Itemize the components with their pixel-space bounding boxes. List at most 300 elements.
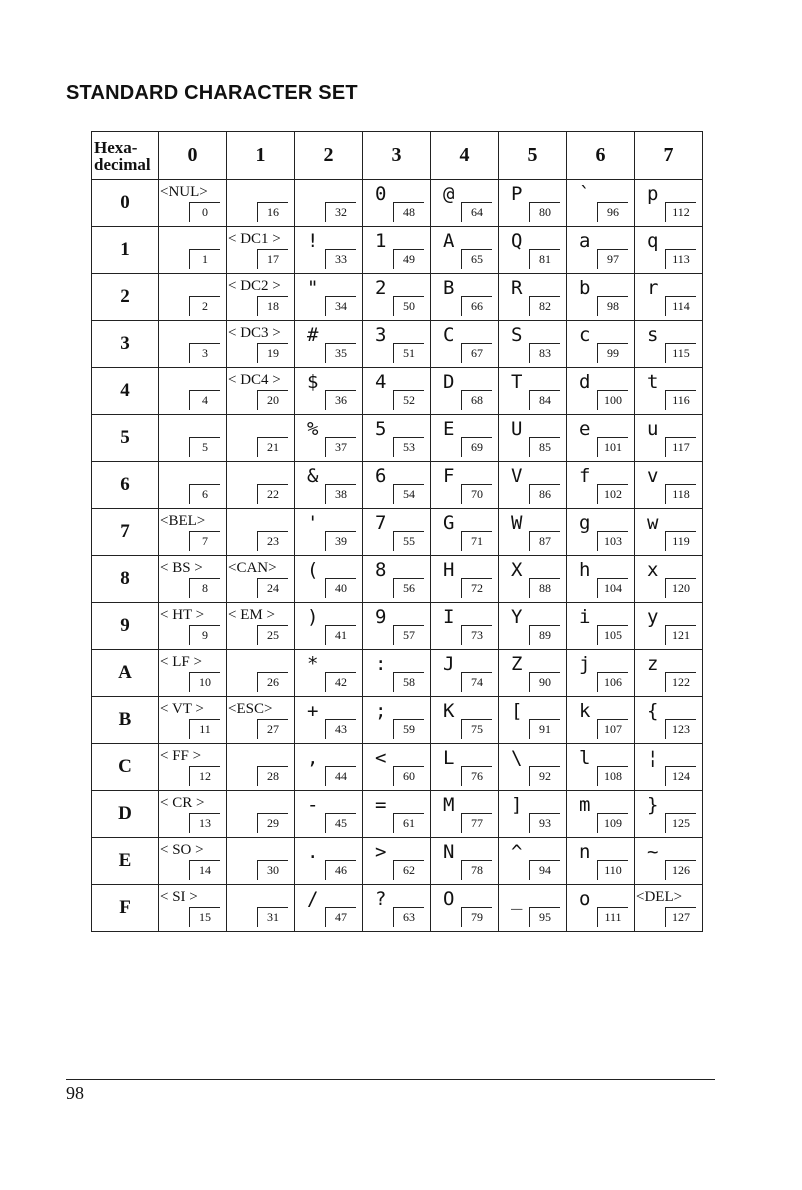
decimal-code-box: 83 (529, 343, 560, 363)
character-cell (159, 697, 227, 744)
corner-header (92, 132, 159, 180)
character-glyph: : (375, 653, 387, 675)
decimal-code-box: 33 (325, 249, 356, 269)
decimal-code-box: 6 (189, 484, 220, 504)
character-cell (499, 556, 567, 603)
decimal-code-box: 38 (325, 484, 356, 504)
character-cell (159, 744, 227, 791)
character-cell (227, 838, 295, 885)
character-cell (499, 885, 567, 932)
character-glyph: d (579, 371, 591, 393)
corner-label-line2: decimal (94, 154, 151, 174)
decimal-code-box: 121 (665, 625, 696, 645)
column-header: 7 (635, 132, 703, 180)
decimal-code-box: 39 (325, 531, 356, 551)
character-cell (227, 415, 295, 462)
character-cell (431, 650, 499, 697)
character-glyph: p (647, 183, 659, 205)
character-glyph: ? (375, 888, 387, 910)
decimal-code-box: 14 (189, 860, 220, 880)
character-cell (363, 462, 431, 509)
character-glyph: 2 (375, 277, 387, 299)
decimal-code-box: 7 (189, 531, 220, 551)
character-cell (431, 885, 499, 932)
decimal-code-box: 84 (529, 390, 560, 410)
decimal-code-box: 34 (325, 296, 356, 316)
character-cell (227, 368, 295, 415)
character-cell (159, 368, 227, 415)
decimal-code-box: 18 (257, 296, 288, 316)
column-header: 4 (431, 132, 499, 180)
column-header: 1 (227, 132, 295, 180)
decimal-code-box: 76 (461, 766, 492, 786)
character-cell (635, 509, 703, 556)
character-glyph: z (647, 653, 659, 675)
character-cell (227, 791, 295, 838)
character-glyph: 6 (375, 465, 387, 487)
column-header: 3 (363, 132, 431, 180)
character-cell (499, 462, 567, 509)
decimal-code-box: 43 (325, 719, 356, 739)
character-cell (431, 791, 499, 838)
decimal-code-box: 104 (597, 578, 628, 598)
control-code-label: < CR > (160, 795, 205, 811)
decimal-code-box: 36 (325, 390, 356, 410)
character-cell (363, 227, 431, 274)
character-cell (499, 509, 567, 556)
character-cell (295, 697, 363, 744)
character-cell (363, 368, 431, 415)
character-cell (499, 180, 567, 227)
character-cell (635, 838, 703, 885)
character-glyph: e (579, 418, 591, 440)
character-glyph: h (579, 559, 591, 581)
character-glyph: c (579, 324, 591, 346)
decimal-code-box: 26 (257, 672, 288, 692)
character-cell (295, 650, 363, 697)
decimal-code-box: 66 (461, 296, 492, 316)
character-glyph: 4 (375, 371, 387, 393)
character-glyph: 3 (375, 324, 387, 346)
decimal-code-box: 95 (529, 907, 560, 927)
character-glyph: D (443, 371, 455, 393)
character-cell (159, 556, 227, 603)
character-cell (567, 556, 635, 603)
decimal-code-box: 57 (393, 625, 424, 645)
character-glyph: Q (511, 230, 523, 252)
character-glyph: b (579, 277, 591, 299)
character-cell (567, 321, 635, 368)
character-glyph: 0 (375, 183, 387, 205)
character-cell (227, 321, 295, 368)
character-glyph: X (511, 559, 523, 581)
character-glyph: a (579, 230, 591, 252)
decimal-code-box: 22 (257, 484, 288, 504)
character-glyph: $ (307, 371, 319, 393)
table-body (92, 180, 703, 932)
table-row (92, 274, 703, 321)
character-cell (295, 791, 363, 838)
character-cell (295, 885, 363, 932)
character-cell (499, 227, 567, 274)
page-number: 98 (66, 1083, 84, 1103)
character-glyph: u (647, 418, 659, 440)
decimal-code-box: 103 (597, 531, 628, 551)
character-cell (159, 274, 227, 321)
character-cell (295, 321, 363, 368)
character-glyph: I (443, 606, 455, 628)
control-code-label: < LF > (160, 654, 202, 670)
decimal-code-box: 74 (461, 672, 492, 692)
character-glyph: 9 (375, 606, 387, 628)
row-header: 7 (92, 509, 159, 556)
decimal-code-box: 85 (529, 437, 560, 457)
character-cell (295, 368, 363, 415)
row-header: 4 (92, 368, 159, 415)
character-cell (431, 697, 499, 744)
character-cell (431, 180, 499, 227)
character-glyph: w (647, 512, 659, 534)
row-header: 0 (92, 180, 159, 227)
character-cell (159, 838, 227, 885)
decimal-code-box: 8 (189, 578, 220, 598)
character-glyph: V (511, 465, 523, 487)
character-glyph: A (443, 230, 455, 252)
control-code-label: <CAN> (228, 560, 277, 576)
character-cell (431, 415, 499, 462)
row-header: 8 (92, 556, 159, 603)
character-cell (431, 556, 499, 603)
decimal-code-box: 98 (597, 296, 628, 316)
decimal-code-box: 54 (393, 484, 424, 504)
character-cell (567, 227, 635, 274)
decimal-code-box: 108 (597, 766, 628, 786)
character-glyph: ~ (647, 841, 659, 863)
decimal-code-box: 64 (461, 202, 492, 222)
character-cell (635, 697, 703, 744)
decimal-code-box: 112 (665, 202, 696, 222)
decimal-code-box: 31 (257, 907, 288, 927)
decimal-code-box: 75 (461, 719, 492, 739)
character-glyph: 7 (375, 512, 387, 534)
character-cell (635, 180, 703, 227)
character-cell (363, 791, 431, 838)
character-glyph: ; (375, 700, 387, 722)
character-cell (159, 509, 227, 556)
control-code-label: < DC2 > (228, 278, 281, 294)
corner-label-line1: Hexa- (94, 137, 138, 157)
character-cell (499, 368, 567, 415)
character-cell (227, 462, 295, 509)
row-header: 2 (92, 274, 159, 321)
character-glyph: H (443, 559, 455, 581)
column-header: 2 (295, 132, 363, 180)
decimal-code-box: 71 (461, 531, 492, 551)
decimal-code-box: 30 (257, 860, 288, 880)
character-cell (363, 650, 431, 697)
decimal-code-box: 92 (529, 766, 560, 786)
table-row (92, 838, 703, 885)
table-row (92, 556, 703, 603)
decimal-code-box: 35 (325, 343, 356, 363)
table-row (92, 603, 703, 650)
table-row (92, 885, 703, 932)
character-cell (295, 227, 363, 274)
decimal-code-box: 17 (257, 249, 288, 269)
character-cell (227, 603, 295, 650)
character-cell (295, 462, 363, 509)
character-glyph: \ (511, 747, 523, 769)
character-glyph: U (511, 418, 523, 440)
character-glyph: k (579, 700, 591, 722)
character-glyph: - (307, 794, 319, 816)
character-cell (363, 180, 431, 227)
character-cell (159, 650, 227, 697)
control-code-label: < HT > (160, 607, 205, 623)
decimal-code-box: 51 (393, 343, 424, 363)
decimal-code-box: 1 (189, 249, 220, 269)
character-cell (567, 274, 635, 321)
character-cell (227, 697, 295, 744)
character-cell (635, 744, 703, 791)
character-cell (363, 838, 431, 885)
decimal-code-box: 118 (665, 484, 696, 504)
character-cell (635, 462, 703, 509)
table-row (92, 744, 703, 791)
decimal-code-box: 10 (189, 672, 220, 692)
decimal-code-box: 61 (393, 813, 424, 833)
character-cell (363, 744, 431, 791)
decimal-code-box: 127 (665, 907, 696, 927)
decimal-code-box: 27 (257, 719, 288, 739)
decimal-code-box: 86 (529, 484, 560, 504)
decimal-code-box: 115 (665, 343, 696, 363)
character-glyph: @ (443, 183, 455, 205)
character-cell (431, 321, 499, 368)
character-cell (431, 368, 499, 415)
character-glyph: * (307, 653, 319, 675)
character-glyph: t (647, 371, 659, 393)
decimal-code-box: 101 (597, 437, 628, 457)
page-title: STANDARD CHARACTER SET (66, 82, 358, 104)
decimal-code-box: 82 (529, 296, 560, 316)
character-glyph: W (511, 512, 523, 534)
decimal-code-box: 70 (461, 484, 492, 504)
decimal-code-box: 69 (461, 437, 492, 457)
decimal-code-box: 50 (393, 296, 424, 316)
decimal-code-box: 123 (665, 719, 696, 739)
character-cell (567, 180, 635, 227)
character-cell (431, 838, 499, 885)
table-row (92, 368, 703, 415)
character-cell (499, 838, 567, 885)
character-glyph: Y (511, 606, 523, 628)
character-cell (499, 415, 567, 462)
decimal-code-box: 9 (189, 625, 220, 645)
decimal-code-box: 126 (665, 860, 696, 880)
row-header: F (92, 885, 159, 932)
decimal-code-box: 16 (257, 202, 288, 222)
decimal-code-box: 62 (393, 860, 424, 880)
row-header: 5 (92, 415, 159, 462)
character-cell (567, 603, 635, 650)
control-code-label: <DEL> (636, 889, 683, 905)
character-glyph: v (647, 465, 659, 487)
control-code-label: < EM > (228, 607, 275, 623)
character-glyph: 5 (375, 418, 387, 440)
character-glyph: " (307, 277, 319, 299)
decimal-code-box: 29 (257, 813, 288, 833)
character-cell (295, 838, 363, 885)
character-cell (431, 509, 499, 556)
character-glyph: % (307, 418, 319, 440)
character-glyph: J (443, 653, 455, 675)
character-glyph: l (579, 747, 591, 769)
decimal-code-box: 59 (393, 719, 424, 739)
decimal-code-box: 56 (393, 578, 424, 598)
character-cell (295, 509, 363, 556)
decimal-code-box: 67 (461, 343, 492, 363)
decimal-code-box: 99 (597, 343, 628, 363)
table-row (92, 462, 703, 509)
control-code-label: < DC3 > (228, 325, 281, 341)
character-glyph: j (579, 653, 591, 675)
decimal-code-box: 12 (189, 766, 220, 786)
character-glyph: ( (307, 559, 319, 581)
character-glyph: M (443, 794, 455, 816)
decimal-code-box: 45 (325, 813, 356, 833)
character-cell (635, 885, 703, 932)
character-cell (635, 650, 703, 697)
row-header: 9 (92, 603, 159, 650)
decimal-code-box: 91 (529, 719, 560, 739)
decimal-code-box: 88 (529, 578, 560, 598)
character-cell (227, 744, 295, 791)
decimal-code-box: 107 (597, 719, 628, 739)
row-header: 6 (92, 462, 159, 509)
decimal-code-box: 53 (393, 437, 424, 457)
character-cell (567, 838, 635, 885)
character-glyph: q (647, 230, 659, 252)
character-glyph: 1 (375, 230, 387, 252)
decimal-code-box: 42 (325, 672, 356, 692)
character-cell (227, 180, 295, 227)
decimal-code-box: 113 (665, 249, 696, 269)
character-cell (159, 227, 227, 274)
decimal-code-box: 41 (325, 625, 356, 645)
character-glyph: R (511, 277, 523, 299)
decimal-code-box: 73 (461, 625, 492, 645)
footer-rule (66, 1079, 715, 1080)
character-cell (159, 885, 227, 932)
table-row (92, 227, 703, 274)
decimal-code-box: 23 (257, 531, 288, 551)
control-code-label: < SI > (160, 889, 198, 905)
character-glyph: N (443, 841, 455, 863)
decimal-code-box: 79 (461, 907, 492, 927)
decimal-code-box: 52 (393, 390, 424, 410)
character-cell (295, 180, 363, 227)
decimal-code-box: 110 (597, 860, 628, 880)
character-cell (159, 180, 227, 227)
character-cell (363, 321, 431, 368)
character-cell (295, 274, 363, 321)
decimal-code-box: 122 (665, 672, 696, 692)
decimal-code-box: 120 (665, 578, 696, 598)
decimal-code-box: 96 (597, 202, 628, 222)
character-cell (431, 603, 499, 650)
character-cell (227, 556, 295, 603)
character-cell (295, 556, 363, 603)
decimal-code-box: 48 (393, 202, 424, 222)
character-cell (499, 274, 567, 321)
character-cell (431, 744, 499, 791)
character-cell (499, 603, 567, 650)
decimal-code-box: 102 (597, 484, 628, 504)
decimal-code-box: 100 (597, 390, 628, 410)
character-glyph: ` (579, 183, 591, 205)
decimal-code-box: 44 (325, 766, 356, 786)
character-cell (567, 791, 635, 838)
character-cell (159, 603, 227, 650)
character-cell (227, 274, 295, 321)
character-cell (363, 885, 431, 932)
character-cell (295, 415, 363, 462)
control-code-label: < DC4 > (228, 372, 281, 388)
row-header: A (92, 650, 159, 697)
character-glyph: + (307, 700, 319, 722)
decimal-code-box: 19 (257, 343, 288, 363)
decimal-code-box: 47 (325, 907, 356, 927)
control-code-label: < BS > (160, 560, 203, 576)
decimal-code-box: 46 (325, 860, 356, 880)
character-glyph: Z (511, 653, 523, 675)
character-cell (499, 650, 567, 697)
decimal-code-box: 90 (529, 672, 560, 692)
decimal-code-box: 11 (189, 719, 220, 739)
decimal-code-box: 124 (665, 766, 696, 786)
decimal-code-box: 89 (529, 625, 560, 645)
decimal-code-box: 49 (393, 249, 424, 269)
character-cell (431, 227, 499, 274)
character-glyph: , (307, 747, 319, 769)
character-glyph: r (647, 277, 659, 299)
decimal-code-box: 32 (325, 202, 356, 222)
control-code-label: < FF > (160, 748, 202, 764)
character-cell (635, 603, 703, 650)
row-header: E (92, 838, 159, 885)
character-glyph: m (579, 794, 591, 816)
character-cell (499, 791, 567, 838)
decimal-code-box: 105 (597, 625, 628, 645)
decimal-code-box: 63 (393, 907, 424, 927)
decimal-code-box: 25 (257, 625, 288, 645)
character-cell (635, 791, 703, 838)
decimal-code-box: 68 (461, 390, 492, 410)
control-code-label: < DC1 > (228, 231, 281, 247)
character-glyph: 8 (375, 559, 387, 581)
character-glyph: P (511, 183, 523, 205)
character-glyph: . (307, 841, 319, 863)
character-cell (567, 462, 635, 509)
column-header-row (92, 132, 703, 180)
character-glyph: ' (307, 512, 319, 534)
character-glyph: f (579, 465, 591, 487)
character-cell (363, 274, 431, 321)
decimal-code-box: 87 (529, 531, 560, 551)
character-cell (431, 274, 499, 321)
decimal-code-box: 4 (189, 390, 220, 410)
